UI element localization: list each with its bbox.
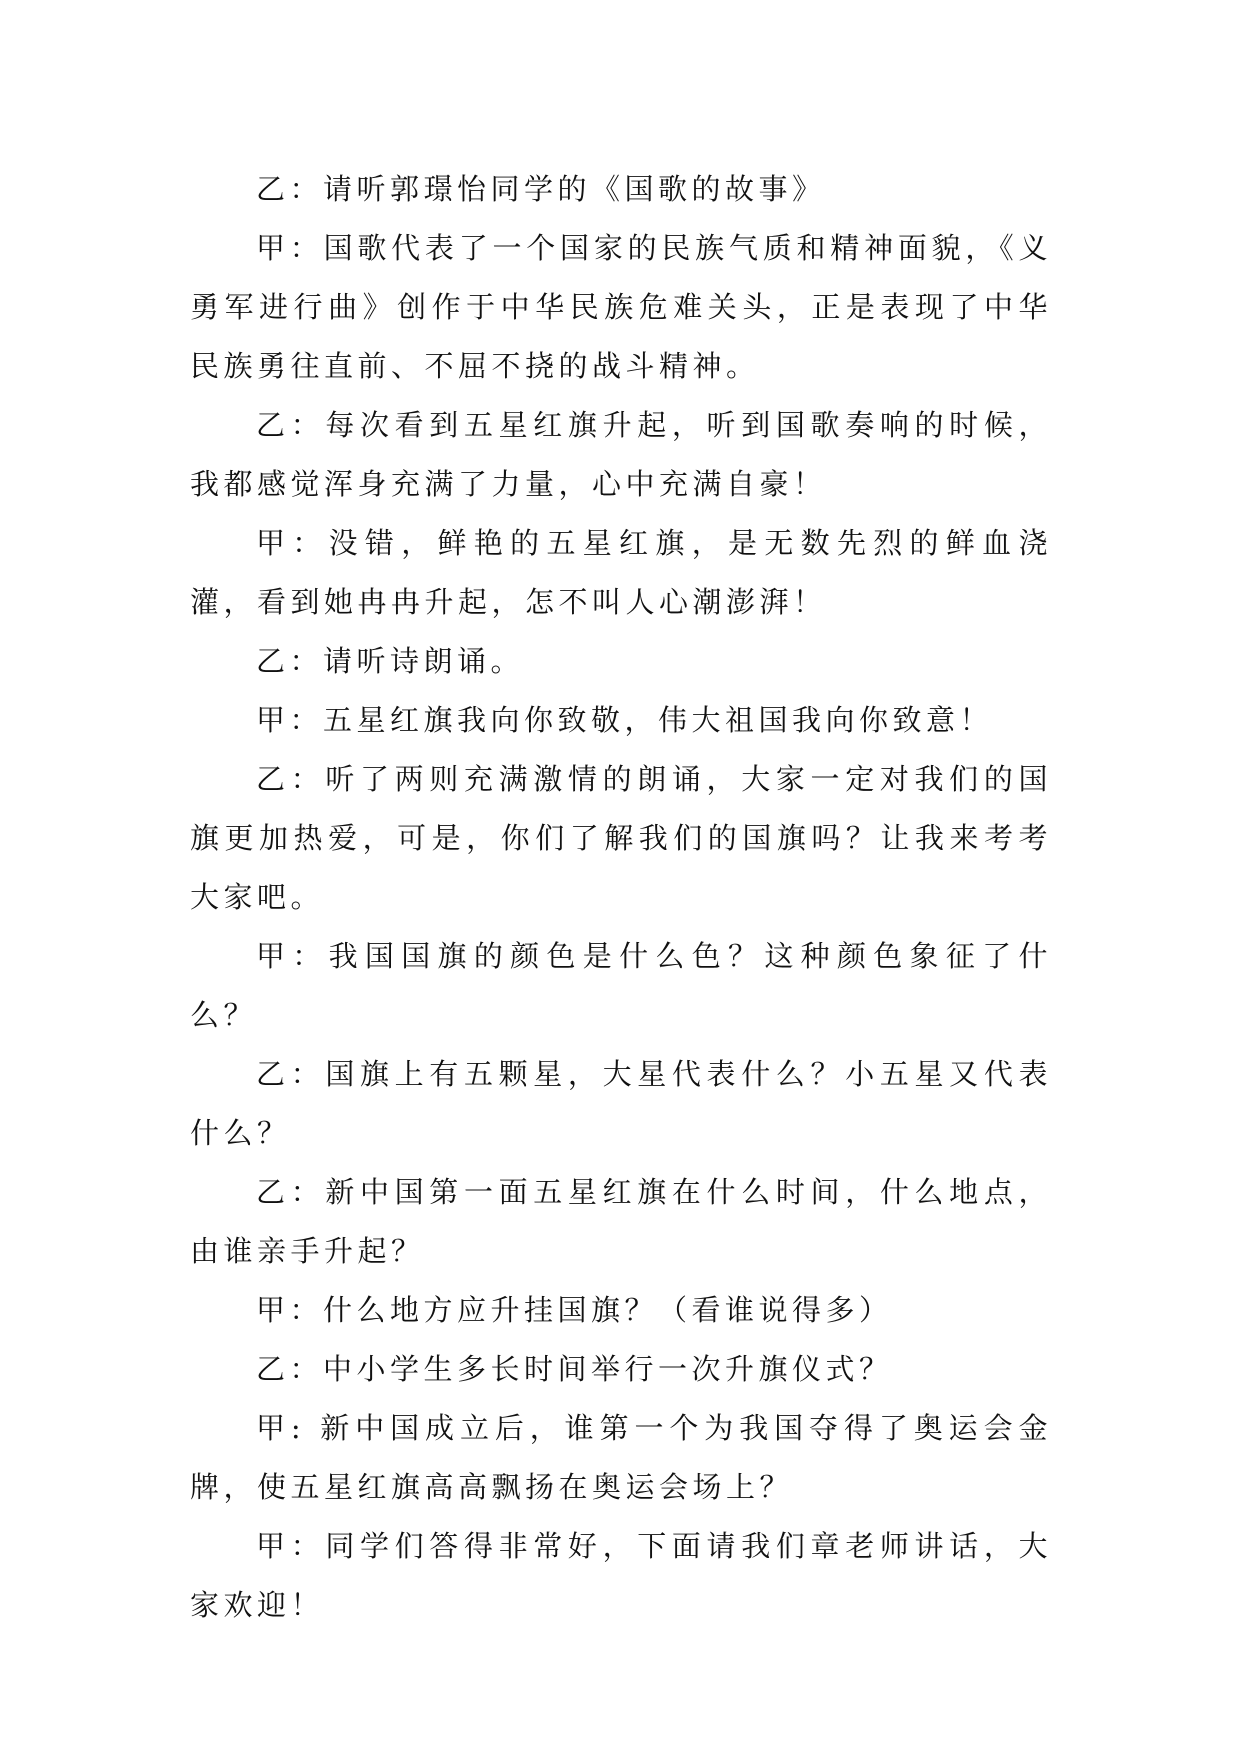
document-body [190,160,1052,1635]
paragraph: 甲：五星红旗我向你致敬，伟大祖国我向你致意！ [256,703,994,737]
paragraph: 甲：同学们答得非常好，下面请我们章老师讲话，大家欢迎！ [190,1529,1052,1622]
paragraph: 甲：什么地方应升挂国旗？（看谁说得多） [256,1293,893,1327]
paragraph: 甲：我国国旗的颜色是什么色？这种颜色象征了什么？ [190,939,1052,1032]
paragraph: 乙：请听诗朗诵。 [256,644,525,678]
paragraph: 甲: 新中国成立后，谁第一个为我国夺得了奥运会金牌，使五星红旗高高飘扬在奥运会场上？ [190,1411,1052,1504]
paragraph: 乙：每次看到五星红旗升起，听到国歌奏响的时候，我都感觉浑身充满了力量，心中充满自豪！ [190,408,1052,501]
paragraph: 甲：国歌代表了一个国家的民族气质和精神面貌，《义勇军进行曲》创作于中华民族危难关头，正是表现了中华民族勇往直前、不屈不挠的战斗精神。 [190,231,1052,383]
paragraph: 乙：请听郭璟怡同学的《国歌的故事》 [256,172,826,206]
paragraph: 乙：听了两则充满激情的朗诵，大家一定对我们的国旗更加热爱，可是，你们了解我们的国旗吗？让我来考考大家吧。 [190,762,1052,914]
paragraph: 乙：国旗上有五颗星，大星代表什么？小五星又代表什么？ [190,1057,1052,1150]
paragraph: 乙：中小学生多长时间举行一次升旗仪式？ [256,1352,893,1386]
paragraph: 乙：新中国第一面五星红旗在什么时间，什么地点，由谁亲手升起？ [190,1175,1052,1268]
paragraph: 甲：没错，鲜艳的五星红旗，是无数先烈的鲜血浇灌，看到她冉冉升起，怎不叫人心潮澎湃！ [190,526,1052,619]
